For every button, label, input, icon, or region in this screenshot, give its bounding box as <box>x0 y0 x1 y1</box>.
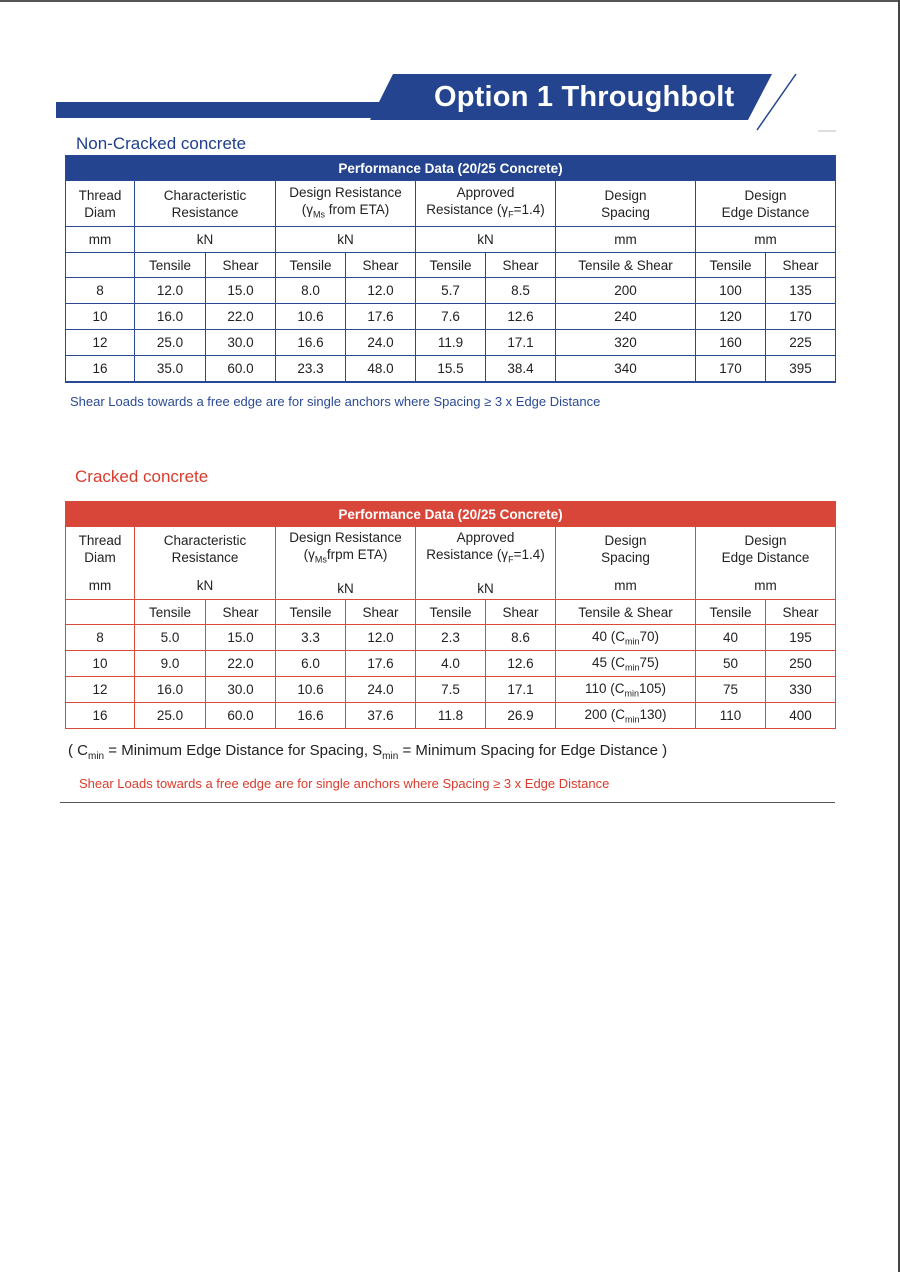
cell-edge-tensile: 75 <box>696 677 766 703</box>
table-row <box>66 625 836 651</box>
table-row <box>66 651 836 677</box>
cell-char-tensile: 35.0 <box>135 356 206 382</box>
cell-char-tensile: 25.0 <box>135 703 206 729</box>
unit-cell: mm <box>66 227 135 253</box>
cell-design-shear: 37.6 <box>346 703 416 729</box>
cell-approved-shear: 26.9 <box>486 703 556 729</box>
bottom-rule <box>60 802 835 803</box>
cell-approved-tensile: 4.0 <box>416 651 486 677</box>
subheader-cell: Shear <box>486 600 556 625</box>
cell-spacing: 240 <box>556 304 696 330</box>
cell-design-shear: 24.0 <box>346 677 416 703</box>
unit-cell: kN <box>416 227 556 253</box>
header-thread-diam: Thread Diam <box>66 181 135 227</box>
cell-design-tensile: 16.6 <box>276 330 346 356</box>
cell-approved-shear: 12.6 <box>486 304 556 330</box>
cell-edge-shear: 330 <box>766 677 836 703</box>
cell-design-shear: 12.0 <box>346 625 416 651</box>
cell-diam: 8 <box>66 625 135 651</box>
cell-spacing: 340 <box>556 356 696 382</box>
cell-approved-shear: 38.4 <box>486 356 556 382</box>
cell-edge-shear: 250 <box>766 651 836 677</box>
cell-char-tensile: 25.0 <box>135 330 206 356</box>
table-row <box>66 304 836 330</box>
cell-char-tensile: 12.0 <box>135 278 206 304</box>
unit-cell: kN <box>276 227 416 253</box>
cell-char-shear: 60.0 <box>206 356 276 382</box>
header-design-resistance: Design Resistance ($\gamma_{Ms}frpm$ ETA) kN <box>276 527 416 600</box>
cell-edge-tensile: 50 <box>696 651 766 677</box>
table-caption: Performance Data (20/25 Concrete) <box>66 502 836 527</box>
table-caption: Performance Data (20/25 Concrete) <box>66 156 836 181</box>
cell-edge-tensile: 160 <box>696 330 766 356</box>
cell-spacing: 110 $(C_{min}105)$ <box>556 677 696 703</box>
subheader-cell: Tensile & Shear <box>556 600 696 625</box>
cell-approved-tensile: 7.6 <box>416 304 486 330</box>
cell-approved-tensile: 11.9 <box>416 330 486 356</box>
cell-diam: 10 <box>66 304 135 330</box>
cell-approved-shear: 8.5 <box>486 278 556 304</box>
unit-cell: mm <box>696 227 836 253</box>
subheader-cell: Shear <box>346 253 416 278</box>
cell-edge-shear: 195 <box>766 625 836 651</box>
cell-edge-tensile: 120 <box>696 304 766 330</box>
unit-cell: kN <box>135 227 276 253</box>
cell-design-tensile: 3.3 <box>276 625 346 651</box>
section-title-cracked: Cracked concrete <box>75 467 209 486</box>
header-design-spacing: Design Spacing mm <box>556 527 696 600</box>
section-title-non-cracked: Non-Cracked concrete <box>76 134 247 153</box>
cell-design-shear: 17.6 <box>346 304 416 330</box>
cell-diam: 12 <box>66 677 135 703</box>
table-row <box>66 330 836 356</box>
subheader-cell: Tensile <box>135 253 206 278</box>
subheader-cell: Tensile <box>135 600 206 625</box>
subheader-cell: Shear <box>766 600 836 625</box>
subheader-cell: Tensile <box>276 253 346 278</box>
min-distance-definitions: ( $C_{min}$ = Minimum Edge Distance for Spacing, $S_{min}$ = Minimum Spacing for Edge Distance ) <box>68 742 668 762</box>
header-approved-resistance: Approved Resistance $(\gamma_F=1.4)$ <box>416 181 556 227</box>
page-title: Option 1 Throughbolt <box>434 81 735 113</box>
subheader-cell: Shear <box>766 253 836 278</box>
cell-spacing: 40 $(C_{min}70)$ <box>556 625 696 651</box>
shear-loads-note: Shear Loads towards a free edge are for single anchors where Spacing ≥ 3 x Edge Distance <box>70 394 601 409</box>
cracked-performance-table <box>65 501 836 729</box>
cell-edge-tensile: 170 <box>696 356 766 382</box>
cell-edge-tensile: 110 <box>696 703 766 729</box>
cell-char-tensile: 16.0 <box>135 304 206 330</box>
non-cracked-performance-table <box>65 155 836 383</box>
subheader-cell: Shear <box>346 600 416 625</box>
cell-spacing: 45 $(C_{min}75)$ <box>556 651 696 677</box>
cell-design-shear: 24.0 <box>346 330 416 356</box>
subheader-cell: Tensile & Shear <box>556 253 696 278</box>
subheader-cell: Tensile <box>696 253 766 278</box>
subheader-empty <box>66 600 135 625</box>
cell-approved-tensile: 2.3 <box>416 625 486 651</box>
table-row <box>66 677 836 703</box>
subheader-cell: Shear <box>486 253 556 278</box>
cell-char-tensile: 16.0 <box>135 677 206 703</box>
cell-edge-shear: 225 <box>766 330 836 356</box>
cell-char-tensile: 5.0 <box>135 625 206 651</box>
cell-design-tensile: 23.3 <box>276 356 346 382</box>
cell-design-shear: 48.0 <box>346 356 416 382</box>
cell-design-tensile: 10.6 <box>276 677 346 703</box>
cell-design-tensile: 10.6 <box>276 304 346 330</box>
cell-char-shear: 30.0 <box>206 330 276 356</box>
title-banner <box>0 0 900 140</box>
cell-design-shear: 12.0 <box>346 278 416 304</box>
cell-edge-tensile: 100 <box>696 278 766 304</box>
cell-design-tensile: 6.0 <box>276 651 346 677</box>
table-row <box>66 356 836 382</box>
cell-design-shear: 17.6 <box>346 651 416 677</box>
shear-loads-note: Shear Loads towards a free edge are for single anchors where Spacing ≥ 3 x Edge Distance <box>79 776 610 791</box>
cell-char-shear: 15.0 <box>206 625 276 651</box>
cell-diam: 12 <box>66 330 135 356</box>
cell-edge-shear: 170 <box>766 304 836 330</box>
subheader-cell: Tensile <box>416 253 486 278</box>
cell-approved-shear: 8.6 <box>486 625 556 651</box>
subheader-cell: Shear <box>206 600 276 625</box>
cell-char-shear: 15.0 <box>206 278 276 304</box>
cell-approved-tensile: 11.8 <box>416 703 486 729</box>
header-design-spacing: Design Spacing <box>556 181 696 227</box>
header-characteristic-resistance: Characteristic Resistance kN <box>135 527 276 600</box>
cell-approved-shear: 12.6 <box>486 651 556 677</box>
cell-approved-tensile: 15.5 <box>416 356 486 382</box>
header-design-edge-distance: Design Edge Distance <box>696 181 836 227</box>
cell-char-shear: 60.0 <box>206 703 276 729</box>
cell-design-tensile: 16.6 <box>276 703 346 729</box>
table-row <box>66 703 836 729</box>
cell-char-shear: 22.0 <box>206 651 276 677</box>
cell-diam: 10 <box>66 651 135 677</box>
cell-edge-tensile: 40 <box>696 625 766 651</box>
cell-approved-shear: 17.1 <box>486 330 556 356</box>
table-row <box>66 278 836 304</box>
cell-spacing: 200 <box>556 278 696 304</box>
cell-char-shear: 22.0 <box>206 304 276 330</box>
subheader-cell: Tensile <box>276 600 346 625</box>
subheader-cell: Shear <box>206 253 276 278</box>
cell-edge-shear: 400 <box>766 703 836 729</box>
cell-diam: 16 <box>66 356 135 382</box>
subheader-empty <box>66 253 135 278</box>
header-design-edge-distance: Design Edge Distance mm <box>696 527 836 600</box>
cell-edge-shear: 135 <box>766 278 836 304</box>
cell-approved-tensile: 7.5 <box>416 677 486 703</box>
cell-approved-shear: 17.1 <box>486 677 556 703</box>
cell-diam: 8 <box>66 278 135 304</box>
subheader-cell: Tensile <box>416 600 486 625</box>
cell-char-shear: 30.0 <box>206 677 276 703</box>
header-characteristic-resistance: Characteristic Resistance <box>135 181 276 227</box>
cell-edge-shear: 395 <box>766 356 836 382</box>
header-thread-diam: Thread Diam mm <box>66 527 135 600</box>
header-approved-resistance: Approved Resistance $(\gamma_F=1.4)$ kN <box>416 527 556 600</box>
cell-diam: 16 <box>66 703 135 729</box>
cell-char-tensile: 9.0 <box>135 651 206 677</box>
unit-cell: mm <box>556 227 696 253</box>
cell-approved-tensile: 5.7 <box>416 278 486 304</box>
subheader-cell: Tensile <box>696 600 766 625</box>
header-design-resistance: Design Resistance ($\gamma_{Ms}$ from ETA) <box>276 181 416 227</box>
cell-spacing: 320 <box>556 330 696 356</box>
cell-spacing: 200 $(C_{min}130)$ <box>556 703 696 729</box>
cell-design-tensile: 8.0 <box>276 278 346 304</box>
